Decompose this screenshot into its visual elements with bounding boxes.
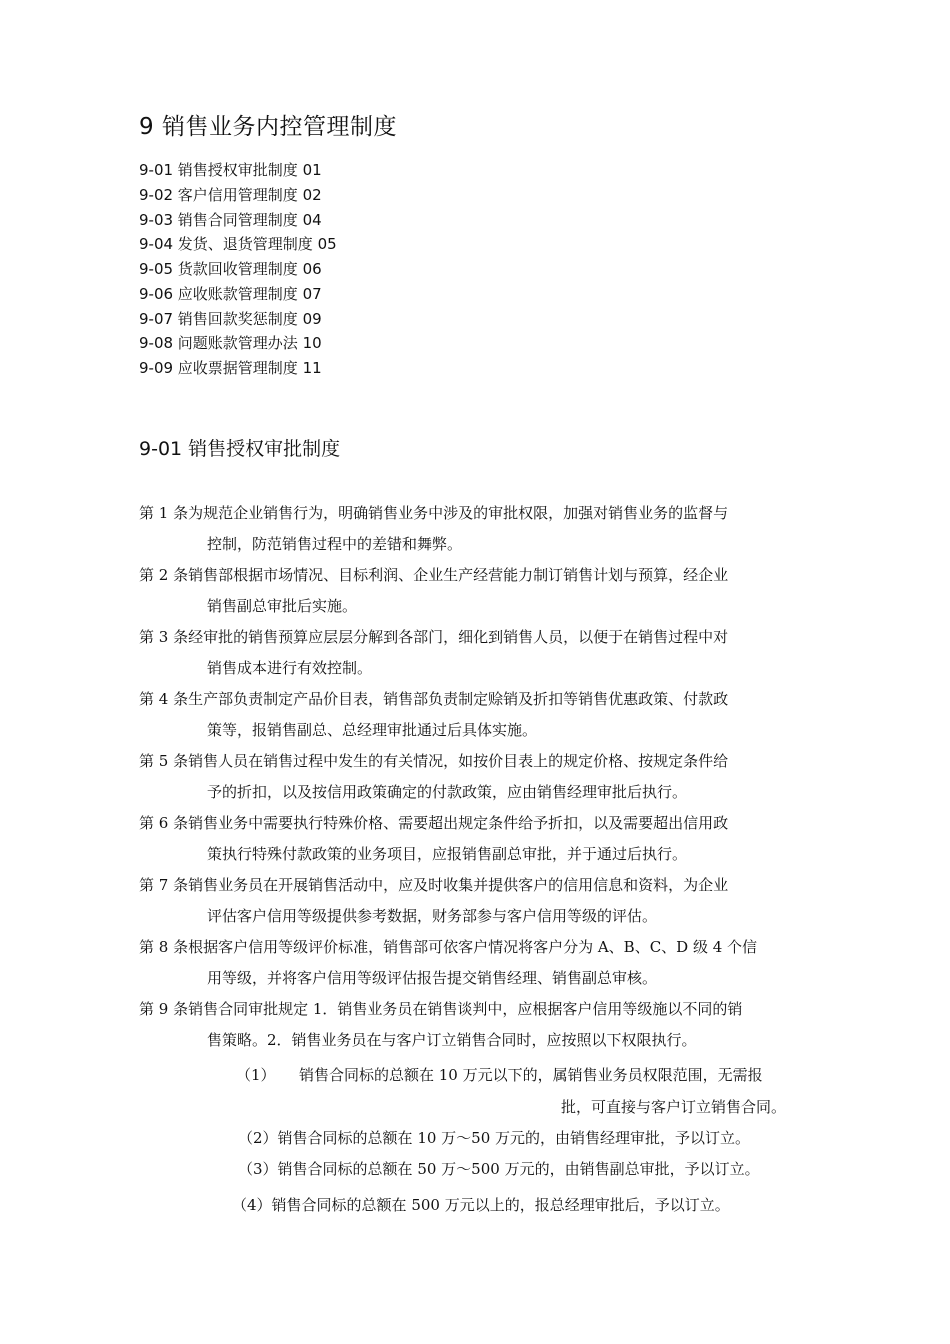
toc-item: 9-05 货款回收管理制度 06: [139, 260, 322, 278]
article-line: 第 2 条销售部根据市场情况、目标利润、企业生产经营能力制订销售计划与预算，经企业: [139, 566, 729, 584]
article-2: [139, 560, 819, 622]
toc-item: 9-07 销售回款奖惩制度 09: [139, 309, 322, 328]
article-4: [139, 684, 819, 746]
article-3: [139, 622, 819, 684]
toc-item: 9-01 销售授权审批制度 01: [139, 161, 322, 179]
article-1: [139, 498, 819, 560]
article-line: 第 5 条销售人员在销售过程中发生的有关情况，如按价目表上的规定价格、按规定条件给: [139, 752, 729, 770]
toc-item: 9-04 发货、退货管理制度 05: [139, 235, 337, 254]
sub-item-line: 销售合同标的总额在 10 万元以下的，属销售业务员权限范围，无需报: [299, 1066, 763, 1084]
article-line: 第 9 条销售合同审批规定 1．销售业务员在销售谈判中，应根据客户信用等级施以不同的销: [139, 1000, 743, 1018]
article-line: 售策略。2．销售业务员在与客户订立销售合同时，应按照以下权限执行。: [207, 1031, 697, 1049]
article-7: [139, 870, 819, 932]
toc-item: 9-08 问题账款管理办法 10: [139, 334, 322, 353]
document-title: 9 销售业务内控管理制度: [139, 114, 397, 140]
article-line: 评估客户信用等级提供参考数据，财务部参与客户信用等级的评估。: [207, 907, 658, 925]
article-line: 第 7 条销售业务员在开展销售活动中，应及时收集并提供客户的信用信息和资料，为企业: [139, 876, 729, 894]
article-line: 第 1 条为规范企业销售行为，明确销售业务中涉及的审批权限，加强对销售业务的监督与: [139, 504, 729, 522]
article-line: 销售成本进行有效控制。: [207, 659, 373, 677]
article-line: 控制，防范销售过程中的差错和舞弊。: [207, 535, 463, 553]
toc-item: 9-03 销售合同管理制度 04: [139, 210, 322, 229]
sub-item: （3）销售合同标的总额在 50 万～500 万元的，由销售副总审批，予以订立。: [238, 1160, 760, 1178]
article-5: [139, 746, 819, 808]
article-line: 第 4 条生产部负责制定产品价目表，销售部负责制定赊销及折扣等销售优惠政策、付款政: [139, 690, 729, 708]
article-9: [139, 994, 819, 1056]
article-line: 第 8 条根据客户信用等级评价标准，销售部可依客户情况将客户分为 A、B、C、D 级 4 个信: [139, 938, 758, 956]
sub-item-line: 批，可直接与客户订立销售合同。: [561, 1098, 787, 1116]
article-line: 第 3 条经审批的销售预算应层层分解到各部门，细化到销售人员，以便于在销售过程中对: [139, 628, 729, 646]
section-title: 9-01 销售授权审批制度: [139, 438, 341, 460]
article-line: 策等，报销售副总、总经理审批通过后具体实施。: [207, 721, 538, 739]
article-line: 销售副总审批后实施。: [207, 597, 358, 615]
sub-item-number: （1）: [236, 1066, 276, 1084]
article-8: [139, 932, 819, 994]
table-of-contents: [139, 158, 337, 381]
toc-item: 9-09 应收票据管理制度 11: [139, 359, 322, 377]
sub-item: （2）销售合同标的总额在 10 万～50 万元的，由销售经理审批，予以订立。: [238, 1129, 751, 1147]
article-line: 第 6 条销售业务中需要执行特殊价格、需要超出规定条件给予折扣，以及需要超出信用政: [139, 814, 729, 832]
toc-item: 9-06 应收账款管理制度 07: [139, 284, 322, 303]
article-line: 策执行特殊付款政策的业务项目，应报销售副总审批，并于通过后执行。: [207, 845, 688, 863]
article-6: [139, 808, 819, 870]
article-line: 用等级，并将客户信用等级评估报告提交销售经理、销售副总审核。: [207, 969, 658, 987]
article-line: 予的折扣，以及按信用政策确定的付款政策，应由销售经理审批后执行。: [207, 783, 688, 801]
sub-item: （4）销售合同标的总额在 500 万元以上的，报总经理审批后，予以订立。: [232, 1196, 730, 1214]
toc-item: 9-02 客户信用管理制度 02: [139, 185, 322, 204]
